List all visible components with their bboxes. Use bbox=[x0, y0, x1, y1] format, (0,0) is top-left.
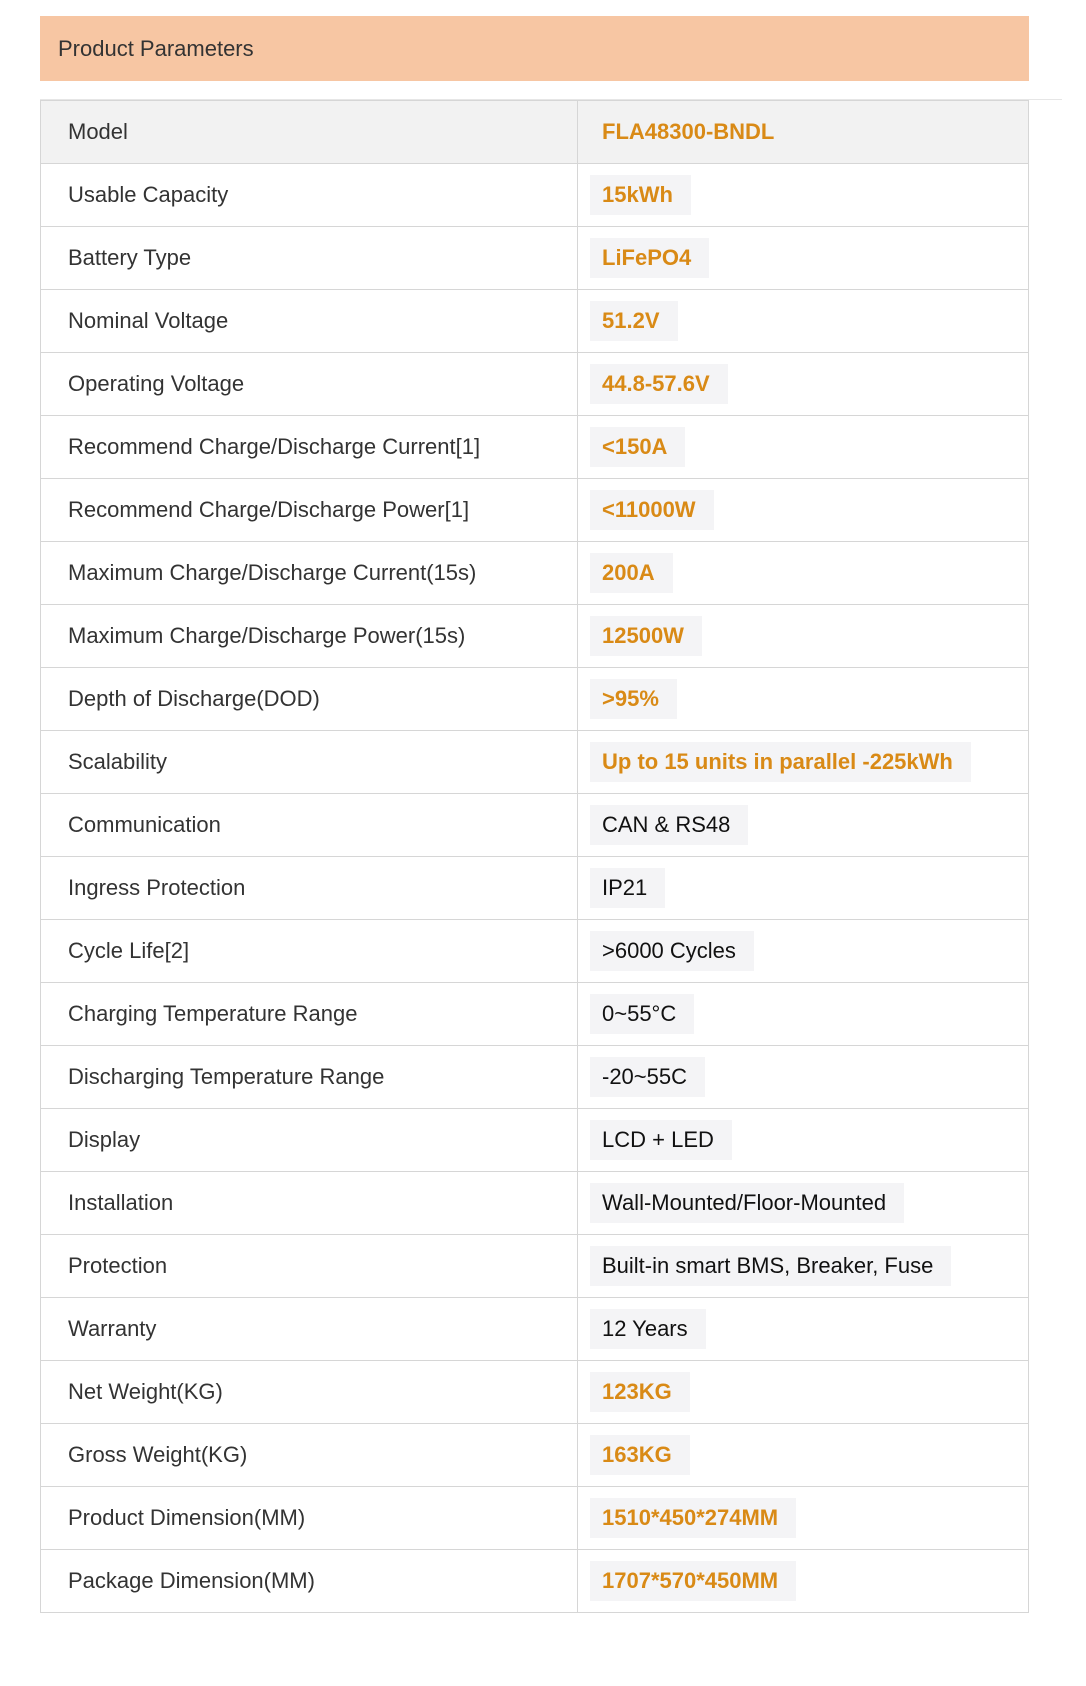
spec-value-cell bbox=[578, 1487, 1029, 1550]
spec-value-cell bbox=[578, 857, 1029, 920]
spec-value-cell bbox=[578, 731, 1029, 794]
spec-label: Cycle Life[2] bbox=[41, 920, 578, 983]
spec-label: Ingress Protection bbox=[41, 857, 578, 920]
spec-value: 12500W bbox=[590, 616, 702, 656]
table-row bbox=[41, 290, 1029, 353]
spec-value: 123KG bbox=[590, 1372, 690, 1412]
spec-label: Net Weight(KG) bbox=[41, 1361, 578, 1424]
spec-label: Protection bbox=[41, 1235, 578, 1298]
table-row bbox=[41, 983, 1029, 1046]
spec-value-cell bbox=[578, 164, 1029, 227]
spec-value: LCD + LED bbox=[590, 1120, 732, 1160]
spec-value: 12 Years bbox=[590, 1309, 706, 1349]
spec-value: 200A bbox=[590, 553, 673, 593]
table-row bbox=[41, 353, 1029, 416]
spec-value-cell bbox=[578, 542, 1029, 605]
spec-value: 51.2V bbox=[590, 301, 678, 341]
spec-value-cell bbox=[578, 416, 1029, 479]
table-row bbox=[41, 1487, 1029, 1550]
spec-value-cell bbox=[578, 668, 1029, 731]
spec-label: Installation bbox=[41, 1172, 578, 1235]
spec-value-cell bbox=[578, 1235, 1029, 1298]
spec-value: CAN & RS48 bbox=[590, 805, 748, 845]
spec-value: >95% bbox=[590, 679, 677, 719]
spec-value: 15kWh bbox=[590, 175, 691, 215]
table-row bbox=[41, 1361, 1029, 1424]
spec-value-cell bbox=[578, 1550, 1029, 1613]
spec-value-cell bbox=[578, 227, 1029, 290]
spec-label: Nominal Voltage bbox=[41, 290, 578, 353]
spec-value: 44.8-57.6V bbox=[590, 364, 728, 404]
table-row bbox=[41, 857, 1029, 920]
specs-table bbox=[40, 100, 1029, 1613]
spec-value: LiFePO4 bbox=[590, 238, 709, 278]
table-row bbox=[41, 920, 1029, 983]
spec-value: Wall-Mounted/Floor-Mounted bbox=[590, 1183, 904, 1223]
table-row bbox=[41, 1550, 1029, 1613]
table-row bbox=[41, 542, 1029, 605]
spec-label: Product Dimension(MM) bbox=[41, 1487, 578, 1550]
spec-value-cell bbox=[578, 1172, 1029, 1235]
spec-value: 1707*570*450MM bbox=[590, 1561, 796, 1601]
spec-value: FLA48300-BNDL bbox=[602, 119, 775, 144]
spec-value: <150A bbox=[590, 427, 685, 467]
spec-label: Usable Capacity bbox=[41, 164, 578, 227]
table-row bbox=[41, 1109, 1029, 1172]
spec-value-cell bbox=[578, 479, 1029, 542]
table-row bbox=[41, 227, 1029, 290]
spec-label: Discharging Temperature Range bbox=[41, 1046, 578, 1109]
spec-label: Charging Temperature Range bbox=[41, 983, 578, 1046]
spec-label: Depth of Discharge(DOD) bbox=[41, 668, 578, 731]
spec-value: 0~55°C bbox=[590, 994, 694, 1034]
spec-label: Recommend Charge/Discharge Current[1] bbox=[41, 416, 578, 479]
spec-value-cell bbox=[578, 101, 1029, 164]
table-row bbox=[41, 1424, 1029, 1487]
spec-label: Maximum Charge/Discharge Power(15s) bbox=[41, 605, 578, 668]
spec-value-cell bbox=[578, 983, 1029, 1046]
spec-value-cell bbox=[578, 290, 1029, 353]
spec-label: Communication bbox=[41, 794, 578, 857]
spec-label: Model bbox=[41, 101, 578, 164]
spec-value: IP21 bbox=[590, 868, 665, 908]
table-row bbox=[41, 1298, 1029, 1361]
table-row bbox=[41, 101, 1029, 164]
spec-label: Package Dimension(MM) bbox=[41, 1550, 578, 1613]
spec-value-cell bbox=[578, 1361, 1029, 1424]
spec-value-cell bbox=[578, 920, 1029, 983]
spec-value-cell bbox=[578, 1046, 1029, 1109]
spec-value: -20~55C bbox=[590, 1057, 705, 1097]
table-row bbox=[41, 1046, 1029, 1109]
spec-label: Battery Type bbox=[41, 227, 578, 290]
table-row bbox=[41, 731, 1029, 794]
spec-label: Scalability bbox=[41, 731, 578, 794]
spec-value: 163KG bbox=[590, 1435, 690, 1475]
table-row bbox=[41, 164, 1029, 227]
spec-value-cell bbox=[578, 353, 1029, 416]
spec-value-cell bbox=[578, 605, 1029, 668]
table-row bbox=[41, 794, 1029, 857]
table-row bbox=[41, 1172, 1029, 1235]
spec-label: Display bbox=[41, 1109, 578, 1172]
table-row bbox=[41, 416, 1029, 479]
spec-value: Built-in smart BMS, Breaker, Fuse bbox=[590, 1246, 951, 1286]
spec-label: Recommend Charge/Discharge Power[1] bbox=[41, 479, 578, 542]
table-row bbox=[41, 479, 1029, 542]
spec-value-cell bbox=[578, 1424, 1029, 1487]
spec-label: Maximum Charge/Discharge Current(15s) bbox=[41, 542, 578, 605]
specs-table-body bbox=[41, 101, 1029, 1613]
spec-value-cell bbox=[578, 794, 1029, 857]
spec-value: Up to 15 units in parallel -225kWh bbox=[590, 742, 971, 782]
spec-label: Gross Weight(KG) bbox=[41, 1424, 578, 1487]
section-title: Product Parameters bbox=[58, 35, 254, 61]
section-header bbox=[40, 16, 1029, 81]
spec-label: Warranty bbox=[41, 1298, 578, 1361]
spec-value-cell bbox=[578, 1109, 1029, 1172]
spec-value: 1510*450*274MM bbox=[590, 1498, 796, 1538]
table-row bbox=[41, 668, 1029, 731]
table-row bbox=[41, 605, 1029, 668]
spec-value: >6000 Cycles bbox=[590, 931, 754, 971]
table-row bbox=[41, 1235, 1029, 1298]
spec-label: Operating Voltage bbox=[41, 353, 578, 416]
spec-value: <11000W bbox=[590, 490, 714, 530]
spec-value-cell bbox=[578, 1298, 1029, 1361]
